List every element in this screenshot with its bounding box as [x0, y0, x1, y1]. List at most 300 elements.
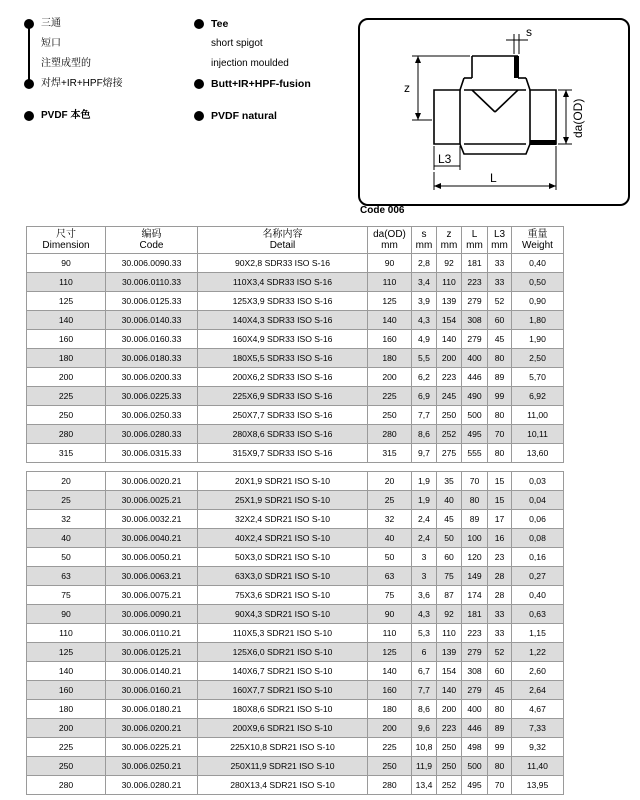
table-cell: 0,06 [512, 510, 564, 529]
table-cell: 280X8,6 SDR33 ISO S-16 [198, 425, 368, 444]
table-cell: 11,9 [412, 757, 437, 776]
table-cell: 495 [462, 425, 488, 444]
table-cell: 250 [437, 757, 462, 776]
table-cell: 1,9 [412, 472, 437, 491]
table-cell: 180X8,6 SDR21 ISO S-10 [198, 700, 368, 719]
table-cell: 6,9 [412, 387, 437, 406]
table-cell: 23 [488, 548, 512, 567]
table-row [27, 700, 564, 719]
table-cell: 200 [27, 368, 106, 387]
table-cell: 15 [488, 491, 512, 510]
table-cell: 33 [488, 624, 512, 643]
table-cell: 52 [488, 292, 512, 311]
intro-en-line: injection moulded [211, 58, 289, 69]
table-cell: 45 [437, 510, 462, 529]
table-cell: 0,50 [512, 273, 564, 292]
intro-cn-line: 短口 [41, 38, 61, 49]
table-row [27, 776, 564, 795]
table-cell: 70 [462, 472, 488, 491]
table-cell: 3 [412, 548, 437, 567]
table-row [27, 349, 564, 368]
table-cell: 30.006.0180.33 [106, 349, 198, 368]
table-cell: 32X2,4 SDR21 ISO S-10 [198, 510, 368, 529]
intro-cn [22, 14, 192, 126]
table-cell: 8,6 [412, 425, 437, 444]
table-cell: 28 [488, 567, 512, 586]
table-cell: 223 [437, 368, 462, 387]
table-cell: 225X10,8 SDR21 ISO S-10 [198, 738, 368, 757]
table-cell: 30.006.0050.21 [106, 548, 198, 567]
table-cell: 70 [488, 776, 512, 795]
table-row [27, 330, 564, 349]
table-cell: 80 [488, 444, 512, 463]
table-cell: 315 [27, 444, 106, 463]
table-row [27, 757, 564, 776]
intro-en-line: Butt+IR+HPF-fusion [192, 74, 352, 94]
table-cell: 110 [27, 624, 106, 643]
table-cell: 110X5,3 SDR21 ISO S-10 [198, 624, 368, 643]
table-cell: 30.006.0075.21 [106, 586, 198, 605]
table-cell: 225 [27, 387, 106, 406]
table-row [27, 406, 564, 425]
table-cell: 181 [462, 254, 488, 273]
table-cell: 30.006.0250.33 [106, 406, 198, 425]
code-label: Code 006 [360, 205, 405, 216]
table-cell: 200X9,6 SDR21 ISO S-10 [198, 719, 368, 738]
table-cell: 25 [27, 491, 106, 510]
table-row [27, 444, 564, 463]
table-cell: 446 [462, 719, 488, 738]
table-cell: 92 [437, 254, 462, 273]
table-row [27, 292, 564, 311]
table-cell: 30.006.0032.21 [106, 510, 198, 529]
table-cell: 279 [462, 643, 488, 662]
intro-cn-line: 注塑成型的 [41, 58, 91, 69]
table-cell: 498 [462, 738, 488, 757]
table-cell: 63 [27, 567, 106, 586]
table-cell: 225 [368, 387, 412, 406]
table-cell: 2,4 [412, 510, 437, 529]
table-cell: 30.006.0140.33 [106, 311, 198, 330]
intro-cn-line: PVDF 本色 [22, 106, 192, 126]
table-cell: 200 [437, 700, 462, 719]
table-cell: 89 [488, 368, 512, 387]
table-cell: 30.006.0280.33 [106, 425, 198, 444]
table-cell: 90 [27, 254, 106, 273]
table-cell: 0,03 [512, 472, 564, 491]
table-cell: 0,40 [512, 586, 564, 605]
table-row [27, 387, 564, 406]
table-cell: 13,60 [512, 444, 564, 463]
table-cell: 125X3,9 SDR33 ISO S-16 [198, 292, 368, 311]
table-cell: 250X11,9 SDR21 ISO S-10 [198, 757, 368, 776]
table-row [27, 510, 564, 529]
table-cell: 30.006.0180.21 [106, 700, 198, 719]
table-cell: 20 [27, 472, 106, 491]
table-cell: 30.006.0040.21 [106, 529, 198, 548]
table-cell: 9,32 [512, 738, 564, 757]
table-row [27, 548, 564, 567]
table-cell: 2,4 [412, 529, 437, 548]
table-cell: 315X9,7 SDR33 ISO S-16 [198, 444, 368, 463]
table-row [27, 472, 564, 491]
table-cell: 75X3,6 SDR21 ISO S-10 [198, 586, 368, 605]
table-cell: 315 [368, 444, 412, 463]
table-cell: 20X1,9 SDR21 ISO S-10 [198, 472, 368, 491]
table-cell: 80 [488, 700, 512, 719]
table-cell: 33 [488, 605, 512, 624]
table-cell: 13,4 [412, 776, 437, 795]
table-row [27, 529, 564, 548]
table-cell: 250 [27, 757, 106, 776]
table-cell: 3 [412, 567, 437, 586]
table-header-row [27, 227, 564, 254]
table-cell: 30.006.0110.33 [106, 273, 198, 292]
table-cell: 92 [437, 605, 462, 624]
table-row [27, 254, 564, 273]
table-cell: 1,90 [512, 330, 564, 349]
table-cell: 6,2 [412, 368, 437, 387]
table-cell: 225X6,9 SDR33 ISO S-16 [198, 387, 368, 406]
table-cell: 30.006.0125.33 [106, 292, 198, 311]
table-cell: 280 [27, 776, 106, 795]
table-cell: 99 [488, 387, 512, 406]
table-cell: 30.006.0090.21 [106, 605, 198, 624]
table-cell: 245 [437, 387, 462, 406]
table-cell: 279 [462, 681, 488, 700]
table-cell: 40X2,4 SDR21 ISO S-10 [198, 529, 368, 548]
table-cell: 140X4,3 SDR33 ISO S-16 [198, 311, 368, 330]
table-cell: 160 [368, 681, 412, 700]
table-cell: 60 [437, 548, 462, 567]
table-cell: 280 [368, 776, 412, 795]
table-cell: 30.006.0020.21 [106, 472, 198, 491]
table-cell: 500 [462, 757, 488, 776]
table-cell: 13,95 [512, 776, 564, 795]
table-cell: 0,08 [512, 529, 564, 548]
table-cell: 25X1,9 SDR21 ISO S-10 [198, 491, 368, 510]
table-cell: 252 [437, 425, 462, 444]
table-cell: 32 [27, 510, 106, 529]
col-z: z mm [437, 227, 462, 254]
table-cell: 1,15 [512, 624, 564, 643]
table-cell: 90X2,8 SDR33 ISO S-16 [198, 254, 368, 273]
table-cell: 75 [437, 567, 462, 586]
table-cell: 0,04 [512, 491, 564, 510]
table-cell: 160X4,9 SDR33 ISO S-16 [198, 330, 368, 349]
col-da: da(OD) mm [368, 227, 412, 254]
table-cell: 30.006.0125.21 [106, 643, 198, 662]
label-da: da(OD) [571, 98, 585, 138]
table-cell: 555 [462, 444, 488, 463]
table-cell: 280X13,4 SDR21 ISO S-10 [198, 776, 368, 795]
table-cell: 30.006.0225.33 [106, 387, 198, 406]
table-cell: 225 [27, 738, 106, 757]
table-cell: 4,9 [412, 330, 437, 349]
col-dimension: 尺寸 Dimension [27, 227, 106, 254]
table-row [27, 738, 564, 757]
table-cell: 2,60 [512, 662, 564, 681]
table-cell: 110 [437, 273, 462, 292]
table-cell: 180X5,5 SDR33 ISO S-16 [198, 349, 368, 368]
table-cell: 149 [462, 567, 488, 586]
table-cell: 125 [27, 292, 106, 311]
table-body-sdr33 [27, 254, 564, 463]
table-cell: 2,64 [512, 681, 564, 700]
table-cell: 225 [368, 738, 412, 757]
table-cell: 140 [27, 311, 106, 330]
table-cell: 80 [488, 349, 512, 368]
table-row [27, 273, 564, 292]
table-cell: 89 [488, 719, 512, 738]
table-cell: 4,67 [512, 700, 564, 719]
table-cell: 0,90 [512, 292, 564, 311]
table-cell: 125 [368, 292, 412, 311]
table-cell: 30.006.0090.33 [106, 254, 198, 273]
spec-table-sdr21 [26, 471, 564, 795]
table-cell: 139 [437, 643, 462, 662]
table-cell: 5,3 [412, 624, 437, 643]
table-cell: 90 [368, 605, 412, 624]
table-cell: 154 [437, 311, 462, 330]
table-cell: 308 [462, 311, 488, 330]
table-cell: 250X7,7 SDR33 ISO S-16 [198, 406, 368, 425]
intro-en-line: short spigot [211, 38, 263, 49]
table-cell: 45 [488, 681, 512, 700]
table-row [27, 368, 564, 387]
table-cell: 60 [488, 662, 512, 681]
table-cell: 160 [27, 681, 106, 700]
table-cell: 125 [27, 643, 106, 662]
table-cell: 140 [368, 662, 412, 681]
table-cell: 99 [488, 738, 512, 757]
table-cell: 87 [437, 586, 462, 605]
table-cell: 80 [462, 491, 488, 510]
table-cell: 80 [488, 757, 512, 776]
col-l: L mm [462, 227, 488, 254]
table-cell: 60 [488, 311, 512, 330]
table-cell: 3,4 [412, 273, 437, 292]
table-cell: 280 [368, 425, 412, 444]
table-cell: 140X6,7 SDR21 ISO S-10 [198, 662, 368, 681]
table-cell: 0,40 [512, 254, 564, 273]
table-cell: 30.006.0025.21 [106, 491, 198, 510]
table-cell: 0,16 [512, 548, 564, 567]
table-cell: 30.006.0160.21 [106, 681, 198, 700]
table-cell: 250 [27, 406, 106, 425]
table-cell: 70 [488, 425, 512, 444]
table-cell: 490 [462, 387, 488, 406]
table-cell: 45 [488, 330, 512, 349]
table-cell: 30.006.0160.33 [106, 330, 198, 349]
bullet-dot-icon [194, 111, 204, 121]
table-cell: 89 [462, 510, 488, 529]
table-cell: 2,8 [412, 254, 437, 273]
col-l3: L3 mm [488, 227, 512, 254]
table-cell: 500 [462, 406, 488, 425]
table-cell: 139 [437, 292, 462, 311]
table-row [27, 662, 564, 681]
table-cell: 280 [27, 425, 106, 444]
intro-en [192, 14, 352, 126]
table-cell: 160X7,7 SDR21 ISO S-10 [198, 681, 368, 700]
table-cell: 250 [368, 406, 412, 425]
bullet-dot-icon [194, 19, 204, 29]
table-row [27, 586, 564, 605]
tee-drawing-svg [360, 20, 628, 204]
table-cell: 140 [437, 330, 462, 349]
table-cell: 174 [462, 586, 488, 605]
table-cell: 200X6,2 SDR33 ISO S-16 [198, 368, 368, 387]
col-detail: 名称内容 Detail [198, 227, 368, 254]
table-cell: 4,3 [412, 605, 437, 624]
table-cell: 250 [368, 757, 412, 776]
table-cell: 140 [368, 311, 412, 330]
table-cell: 40 [27, 529, 106, 548]
table-cell: 308 [462, 662, 488, 681]
table-cell: 30.006.0200.33 [106, 368, 198, 387]
table-cell: 2,50 [512, 349, 564, 368]
table-cell: 7,7 [412, 406, 437, 425]
table-cell: 75 [368, 586, 412, 605]
table-cell: 6,92 [512, 387, 564, 406]
table-cell: 5,70 [512, 368, 564, 387]
table-cell: 28 [488, 586, 512, 605]
table-row [27, 643, 564, 662]
table-cell: 15 [488, 472, 512, 491]
table-cell: 40 [368, 529, 412, 548]
table-cell: 250 [437, 738, 462, 757]
table-cell: 8,6 [412, 700, 437, 719]
intro-en-line: PVDF natural [192, 106, 352, 126]
table-cell: 400 [462, 349, 488, 368]
table-cell: 125X6,0 SDR21 ISO S-10 [198, 643, 368, 662]
table-cell: 9,7 [412, 444, 437, 463]
intro-cn-line: 对焊+IR+HPF熔接 [22, 74, 192, 94]
intro-cn-line: 三通 [22, 14, 192, 34]
table-cell: 200 [368, 368, 412, 387]
table-cell: 140 [27, 662, 106, 681]
table-cell: 33 [488, 254, 512, 273]
table-cell: 1,22 [512, 643, 564, 662]
table-cell: 50X3,0 SDR21 ISO S-10 [198, 548, 368, 567]
table-cell: 7,7 [412, 681, 437, 700]
table-cell: 80 [488, 406, 512, 425]
table-cell: 75 [27, 586, 106, 605]
bullet-dot-icon [194, 79, 204, 89]
table-cell: 32 [368, 510, 412, 529]
label-s: s [526, 25, 532, 39]
table-cell: 40 [437, 491, 462, 510]
table-cell: 0,27 [512, 567, 564, 586]
table-cell: 160 [368, 330, 412, 349]
table-cell: 30.006.0063.21 [106, 567, 198, 586]
table-cell: 30.006.0110.21 [106, 624, 198, 643]
col-weight: 重量 Weight [512, 227, 564, 254]
table-cell: 50 [27, 548, 106, 567]
table-cell: 400 [462, 700, 488, 719]
table-row [27, 605, 564, 624]
bullet-dot-icon [24, 19, 34, 29]
table-cell: 495 [462, 776, 488, 795]
bullet-dot-icon [24, 111, 34, 121]
table-row [27, 624, 564, 643]
table-cell: 35 [437, 472, 462, 491]
intro-en-line: Tee [192, 14, 352, 34]
table-cell: 140 [437, 681, 462, 700]
table-cell: 110X3,4 SDR33 ISO S-16 [198, 273, 368, 292]
bullet-dot-icon [24, 79, 34, 89]
table-cell: 10,11 [512, 425, 564, 444]
table-cell: 154 [437, 662, 462, 681]
table-cell: 279 [462, 330, 488, 349]
table-cell: 5,5 [412, 349, 437, 368]
table-cell: 50 [437, 529, 462, 548]
table-cell: 33 [488, 273, 512, 292]
table-cell: 200 [27, 719, 106, 738]
table-row [27, 491, 564, 510]
table-row [27, 719, 564, 738]
table-cell: 6,7 [412, 662, 437, 681]
table-cell: 6 [412, 643, 437, 662]
table-cell: 20 [368, 472, 412, 491]
wall-bottom-right [530, 140, 556, 145]
table-cell: 90X4,3 SDR21 ISO S-10 [198, 605, 368, 624]
table-cell: 52 [488, 643, 512, 662]
spec-table-sdr33 [26, 226, 564, 463]
table-cell: 180 [27, 349, 106, 368]
table-cell: 30.006.0225.21 [106, 738, 198, 757]
table-cell: 90 [27, 605, 106, 624]
table-cell: 180 [368, 349, 412, 368]
table-row [27, 425, 564, 444]
table-cell: 223 [462, 624, 488, 643]
table-cell: 279 [462, 292, 488, 311]
table-cell: 7,33 [512, 719, 564, 738]
table-cell: 446 [462, 368, 488, 387]
table-cell: 17 [488, 510, 512, 529]
table-cell: 30.006.0200.21 [106, 719, 198, 738]
table-cell: 125 [368, 643, 412, 662]
table-row [27, 567, 564, 586]
table-row [27, 681, 564, 700]
table-cell: 275 [437, 444, 462, 463]
table-cell: 25 [368, 491, 412, 510]
label-l3: L3 [438, 152, 452, 166]
label-l: L [490, 171, 497, 185]
table-cell: 63X3,0 SDR21 ISO S-10 [198, 567, 368, 586]
table-row [27, 311, 564, 330]
col-code: 编码 Code [106, 227, 198, 254]
table-cell: 10,8 [412, 738, 437, 757]
table-cell: 9,6 [412, 719, 437, 738]
table-cell: 30.006.0250.21 [106, 757, 198, 776]
table-cell: 181 [462, 605, 488, 624]
table-cell: 252 [437, 776, 462, 795]
table-cell: 50 [368, 548, 412, 567]
table-cell: 110 [368, 273, 412, 292]
table-cell: 100 [462, 529, 488, 548]
table-cell: 200 [368, 719, 412, 738]
table-cell: 4,3 [412, 311, 437, 330]
table-cell: 180 [368, 700, 412, 719]
col-s: s mm [412, 227, 437, 254]
table-cell: 180 [27, 700, 106, 719]
table-cell: 1,9 [412, 491, 437, 510]
table-cell: 1,80 [512, 311, 564, 330]
table-cell: 30.006.0140.21 [106, 662, 198, 681]
table-cell: 3,6 [412, 586, 437, 605]
